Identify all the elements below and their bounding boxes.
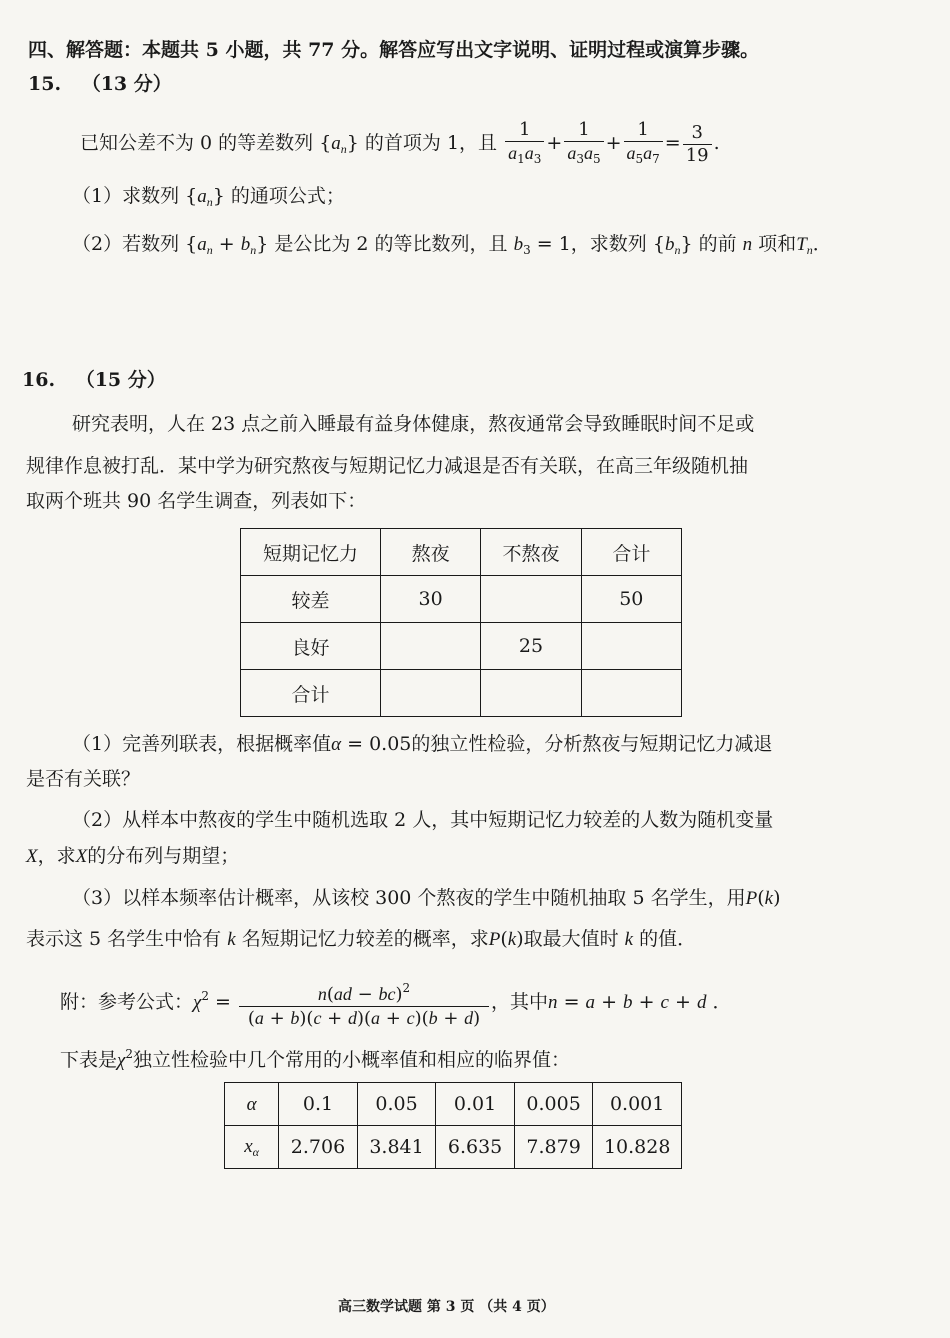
q16-sub1-line-2: 是否有关联？ bbox=[26, 768, 141, 790]
table-cell bbox=[581, 670, 681, 717]
table-row bbox=[225, 1083, 682, 1126]
q15-sub1-text-1: （1）求数列 { bbox=[72, 185, 198, 207]
q16-number: 16. bbox=[22, 369, 56, 391]
table-cell: 50 bbox=[581, 576, 681, 623]
q16-sub3-text-2: 表示这 5 名学生中恰有 bbox=[26, 928, 222, 950]
q16-sub2-line-1: （2）从样本中熬夜的学生中随机选取 2 人，其中短期记忆力较差的人数为随机变量 bbox=[72, 809, 774, 831]
q15-sub2-text-4: } 的前 bbox=[680, 233, 737, 255]
q16-paragraph-line-3: 取两个班共 90 名学生调查，列表如下： bbox=[26, 490, 367, 512]
table-header-row bbox=[241, 529, 682, 576]
q16-sub2-line-2: X，求X的分布列与期望； bbox=[26, 845, 240, 867]
table-cell: 10.828 bbox=[593, 1126, 682, 1169]
table-cell bbox=[481, 576, 581, 623]
reference-formula-text: ，其中 bbox=[491, 991, 549, 1013]
q16-header bbox=[22, 366, 166, 394]
q15-sub2-text-3: ，求数列 { bbox=[570, 233, 665, 255]
table-cell: 3.841 bbox=[357, 1126, 436, 1169]
table-row bbox=[241, 576, 682, 623]
q15-sub1: （1）求数列 $\{a_n\}$ 的通项公式； bbox=[72, 185, 345, 209]
section-heading: 四、解答题：本题共 5 小题，共 77 分。解答应写出文字说明、证明过程或演算步骤。 bbox=[28, 39, 760, 61]
q15-sub2-text-1: （2）若数列 { bbox=[72, 233, 198, 255]
table-row bbox=[241, 670, 682, 717]
chi-square-fraction: $\frac{n(ad - bc)^2}{(a + b)(c + d)(a + c)(b + d)}$ bbox=[239, 977, 489, 1030]
q16-sub3-line-2: 表示这 5 名学生中恰有 k 名短期记忆力较差的概率，求P(k)取最大值时 k 的值． bbox=[26, 928, 697, 950]
table-cell: 2.706 bbox=[279, 1126, 358, 1169]
caption-text-2: 独立性检验中几个常用的小概率值和相应的临界值： bbox=[133, 1049, 571, 1071]
table-cell: 0.005 bbox=[514, 1083, 593, 1126]
q16-sub1-text-2: 的独立性检验，分析熬夜与短期记忆力减退 bbox=[411, 733, 773, 755]
q16-sub3-text-5: 的值． bbox=[639, 928, 697, 950]
q15-stem-text-1: 已知公差不为 0 的等差数列 { bbox=[80, 132, 332, 154]
fraction-2: $\frac{1}{a_3a_5}$ bbox=[564, 119, 603, 170]
table-header-cell: 合计 bbox=[581, 529, 681, 576]
q15-header bbox=[28, 70, 172, 98]
reference-formula-label: 附：参考公式： bbox=[60, 991, 194, 1013]
q16-score: （15 分） bbox=[75, 369, 166, 391]
q15-stem: 已知公差不为 0 的等差数列 $\{a_n\}$ 的首项为 1，且 $\frac{1}{a_1a_3}$ + $\frac{1}{a_3a_5}$ + $\frac{1}{a_5a_7}$ = $\frac{3}{19}$ . bbox=[80, 118, 720, 174]
q16-sub3-text-3: 名短期记忆力较差的概率，求 bbox=[241, 928, 489, 950]
q16-sub3-line-1: （3）以样本频率估计概率，从该校 300 个熬夜的学生中随机抽取 5 名学生，用P(k) bbox=[72, 887, 781, 909]
q16-sub2-text-2: 的分布列与期望； bbox=[87, 845, 240, 867]
table-cell: $x_\alpha$ bbox=[225, 1126, 279, 1169]
table-cell: 30 bbox=[380, 576, 480, 623]
table-cell: 25 bbox=[481, 623, 581, 670]
q15-sub2: （2）若数列 $\{a_n + b_n\}$ 是公比为 2 的等比数列，且 $b_3 = 1$，求数列 $\{b_n\}$ 的前 n 项和$T_n$． bbox=[72, 233, 832, 257]
table-cell bbox=[481, 670, 581, 717]
table-header-cell: 短期记忆力 bbox=[241, 529, 381, 576]
q16-sub1-line-1: （1）完善列联表，根据概率值α = 0.05的独立性检验，分析熬夜与短期记忆力减退 bbox=[72, 733, 773, 755]
contingency-table bbox=[240, 528, 682, 717]
table-cell: 0.001 bbox=[593, 1083, 682, 1126]
table-cell bbox=[380, 670, 480, 717]
table-header-cell: 不熬夜 bbox=[481, 529, 581, 576]
page-footer: 高三数学试题 第 3 页 （共 4 页） bbox=[338, 1299, 555, 1315]
reference-formula: 附：参考公式：$\chi^2$ = $\frac{n(ad - bc)^2}{(a + b)(c + d)(a + c)(b + d)}$ ，其中n = a + b + c + d ． bbox=[60, 968, 732, 1031]
q16-paragraph-line-1: 研究表明，人在 23 点之前入睡最有益身体健康，熬夜通常会导致睡眠时间不足或 bbox=[72, 413, 755, 435]
table-cell: 6.635 bbox=[436, 1126, 515, 1169]
q15-sub2-text-5: 项和 bbox=[758, 233, 797, 255]
q16-paragraph-line-2: 规律作息被打乱．某中学为研究熬夜与短期记忆力减退是否有关联，在高三年级随机抽 bbox=[26, 455, 749, 477]
q15-number: 15. bbox=[28, 73, 62, 95]
table-cell: 0.1 bbox=[279, 1083, 358, 1126]
table-cell: α bbox=[225, 1083, 279, 1126]
q16-sub2-text-1: ，求 bbox=[37, 845, 76, 867]
q15-score: （13 分） bbox=[81, 73, 172, 95]
table-cell bbox=[581, 623, 681, 670]
table-cell: 0.01 bbox=[436, 1083, 515, 1126]
fraction-1: $\frac{1}{a_1a_3}$ bbox=[505, 119, 544, 170]
q16-sub3-text-1: （3）以样本频率估计概率，从该校 300 个熬夜的学生中随机抽取 5 名学生，用 bbox=[72, 887, 746, 909]
caption-text-1: 下表是 bbox=[60, 1049, 118, 1071]
table-cell bbox=[380, 623, 480, 670]
critical-values-table bbox=[224, 1082, 682, 1169]
table-cell: 7.879 bbox=[514, 1126, 593, 1169]
q16-sub3-text-4: 取最大值时 bbox=[523, 928, 619, 950]
table-cell: 较差 bbox=[241, 576, 381, 623]
table-cell: 合计 bbox=[241, 670, 381, 717]
q15-sub2-text-2: } 是公比为 2 的等比数列，且 bbox=[256, 233, 508, 255]
fraction-4: $\frac{3}{19}$ bbox=[683, 122, 712, 167]
table-header-cell: 熬夜 bbox=[380, 529, 480, 576]
fraction-3: $\frac{1}{a_5a_7}$ bbox=[624, 119, 663, 170]
table-row bbox=[225, 1126, 682, 1169]
q15-stem-text-2: } 的首项为 1，且 bbox=[346, 132, 498, 154]
critical-values-caption: 下表是$\chi^2$独立性检验中几个常用的小概率值和相应的临界值： bbox=[60, 1047, 571, 1071]
table-row bbox=[241, 623, 682, 670]
table-cell: 良好 bbox=[241, 623, 381, 670]
q15-sub1-text-2: } 的通项公式； bbox=[212, 185, 345, 207]
q16-sub1-text-1: （1）完善列联表，根据概率值 bbox=[72, 733, 332, 755]
table-cell: 0.05 bbox=[357, 1083, 436, 1126]
